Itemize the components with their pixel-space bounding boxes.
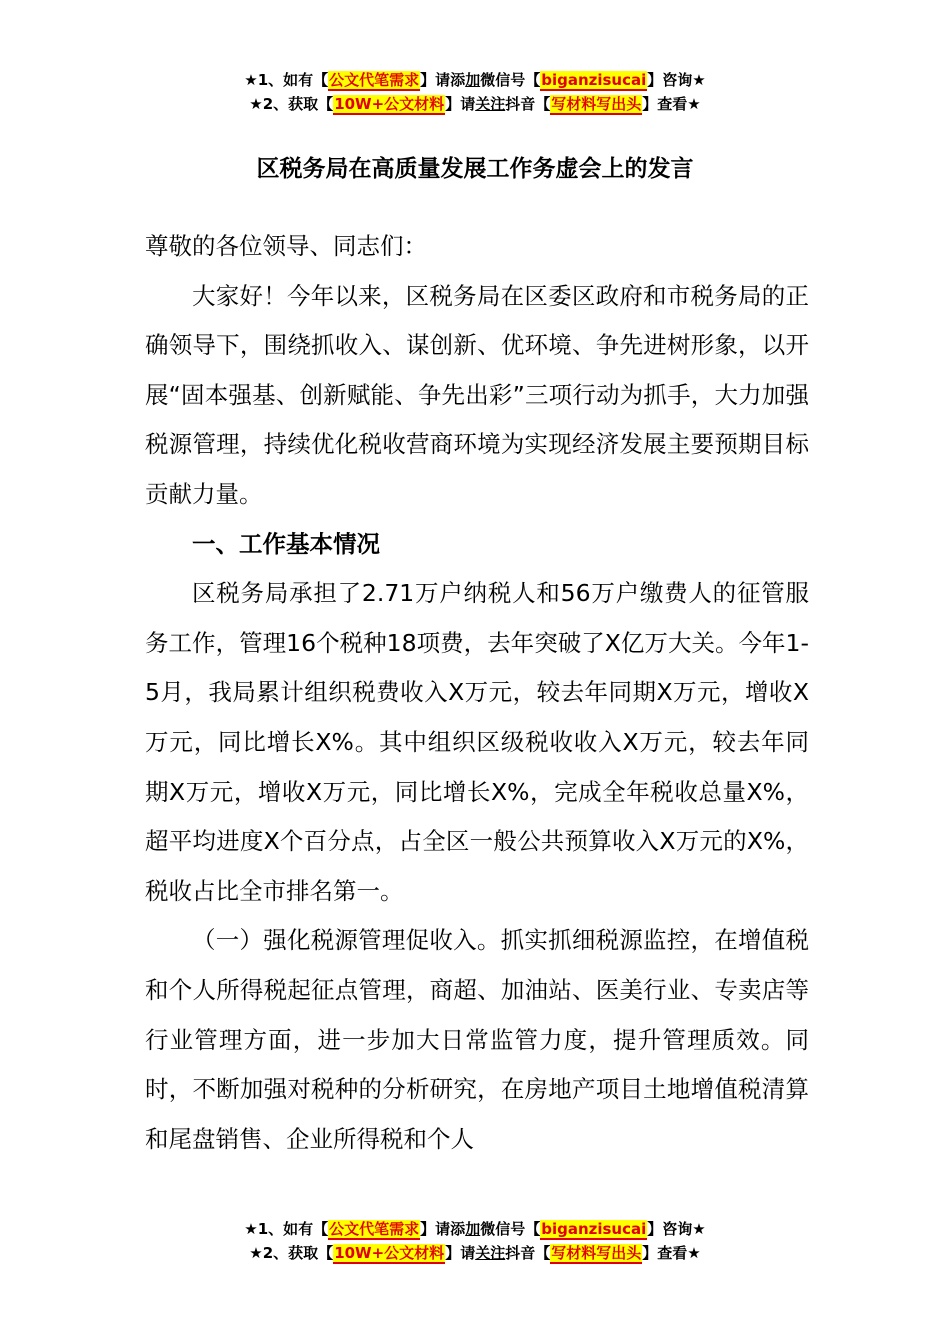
highlight-wechat-id: biganzisucai xyxy=(541,71,647,89)
highlight-douyin-account: 写材料写出头 xyxy=(551,1244,642,1262)
highlight-douyin-account: 写材料写出头 xyxy=(551,95,642,113)
paragraph-basic-situation: 区税务局承担了2.71万户纳税人和56万户缴费人的征管服务工作，管理16个税种18项费，去年突破了X亿万大关。今年1-5月，我局累计组织税费收入X万元，较去年同期X万元，增收X万元，同比增长X%。其中组织区级税收收入X万元，较去年同期X万元，增收X万元，同比增长X%，完成全年税收总量X%，超平均进度X个百分点，占全区一般公共预算收入X万元的X%，税收占比全市排名第一。 xyxy=(145,579,809,905)
highlight-materials: 10W+公文材料 xyxy=(334,95,445,113)
paragraph-tax-source-management: （一）强化税源管理促收入。抓实抓细税源监控，在增值税和个人所得税起征点管理，商超、加油站、医美行业、专卖店等行业管理方面，进一步加大日常监管力度，提升管理质效。同时，不断加强对税种的分析研究，在房地产项目土地增值税清算和尾盘销售、企业所得税和个人 xyxy=(145,926,809,1153)
promo-banner-bottom xyxy=(0,1217,950,1265)
document-body xyxy=(145,222,809,1164)
promo-line-2: ★2、获取【10W+公文材料】请关注抖音【写材料写出头】查看★ xyxy=(249,1244,701,1262)
promo-line-2: ★2、获取【10W+公文材料】请关注抖音【写材料写出头】查看★ xyxy=(249,95,701,113)
promo-banner-top xyxy=(0,68,950,116)
highlight-service: 公文代笔需求 xyxy=(329,71,420,89)
promo-line-1: ★1、如有【公文代笔需求】请添加微信号【biganzisucai】咨询★ xyxy=(244,1220,706,1238)
salutation: 尊敬的各位领导、同志们： xyxy=(145,232,427,260)
highlight-service: 公文代笔需求 xyxy=(329,1220,420,1238)
document-title: 区税务局在高质量发展工作务虚会上的发言 xyxy=(256,156,694,182)
paragraph-intro: 大家好！今年以来，区税务局在区委区政府和市税务局的正确领导下，围绕抓收入、谋创新、优环境、争先进树形象，以开展“固本强基、创新赋能、争先出彩”三项行动为抓手，大力加强税源管理，持续优化税收营商环境为实现经济发展主要预期目标贡献力量。 xyxy=(145,281,809,508)
highlight-materials: 10W+公文材料 xyxy=(334,1244,445,1262)
section-heading-1: 一、工作基本情况 xyxy=(192,529,380,558)
highlight-wechat-id: biganzisucai xyxy=(541,1220,647,1238)
promo-line-1: ★1、如有【公文代笔需求】请添加微信号【biganzisucai】咨询★ xyxy=(244,71,706,89)
